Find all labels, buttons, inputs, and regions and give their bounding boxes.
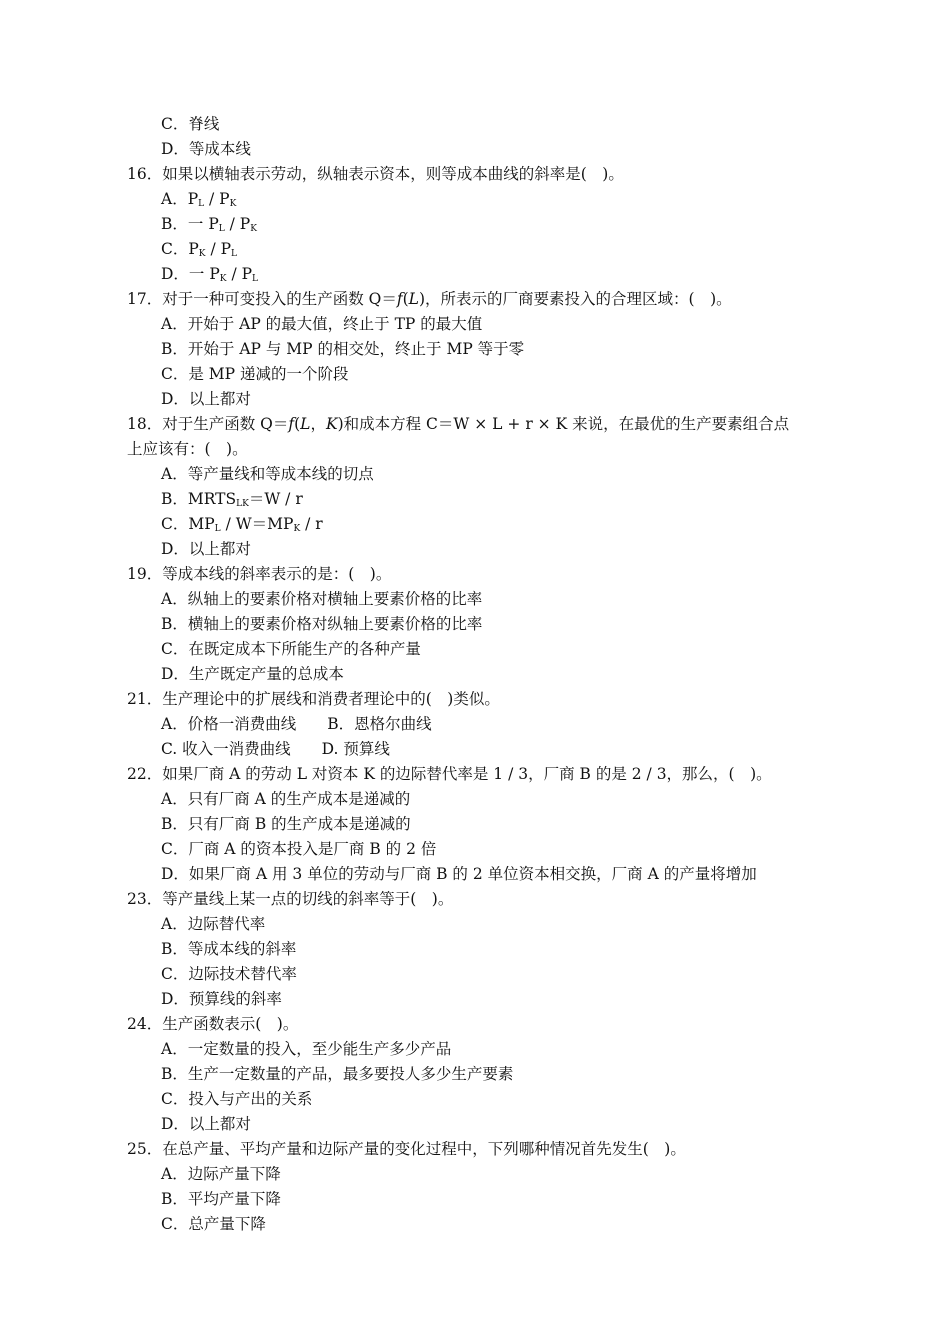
question-17-option-a: A．开始于 AP 的最大值，终止于 TP 的最大值: [161, 315, 483, 333]
question-24-option-c: C．投入与产出的关系: [161, 1090, 313, 1108]
question-18-option-d: D．以上都对: [161, 540, 251, 558]
question-24-option-d: D．以上都对: [161, 1115, 251, 1133]
question-18-option-a: A．等产量线和等成本线的切点: [161, 465, 374, 483]
option-c-prev: C．脊线: [161, 115, 220, 133]
question-16-stem: 16．如果以横轴表示劳动，纵轴表示资本，则等成本曲线的斜率是( )。: [127, 165, 624, 183]
question-22-option-d: D．如果厂商 A 用 3 单位的劳动与厂商 B 的 2 单位资本相交换，厂商 A 的产量将增加: [161, 865, 757, 883]
question-16-option-c: C．$P_K / P_L$: [161, 240, 238, 259]
question-19-option-c: C．在既定成本下所能生产的各种产量: [161, 640, 421, 658]
question-18-stem: 18．对于生产函数 Q＝f(L，K)和成本方程 C＝W × L + r × K 来说，在最优的生产要素组合点: [127, 415, 790, 433]
question-17-option-b: B．开始于 AP 与 MP 的相交处，终止于 MP 等于零: [161, 340, 525, 358]
question-18-option-c: C．$MP_L / W=MP_K / r$: [161, 515, 323, 534]
question-17-option-d: D．以上都对: [161, 390, 251, 408]
question-21-stem: 21．生产理论中的扩展线和消费者理论中的( )类似。: [127, 690, 500, 708]
question-22-option-a: A．只有厂商 A 的生产成本是递减的: [161, 790, 411, 808]
question-16-option-b: B．一 $P_L / P_K$: [161, 215, 257, 234]
question-22-stem: 22．如果厂商 A 的劳动 L 对资本 K 的边际替代率是 1 / 3，厂商 B 的是 2 / 3，那么，( )。: [127, 765, 772, 783]
question-16-option-a: A．$P_L / P_K$: [161, 190, 237, 209]
question-23-option-a: A．边际替代率: [161, 915, 266, 933]
question-24-stem: 24．生产函数表示( )。: [127, 1015, 299, 1033]
question-23-stem: 23．等产量线上某一点的切线的斜率等于( )。: [127, 890, 454, 908]
question-19-stem: 19．等成本线的斜率表示的是：( )。: [127, 565, 392, 583]
question-23-option-b: B．等成本线的斜率: [161, 940, 297, 958]
question-19-option-a: A．纵轴上的要素价格对横轴上要素价格的比率: [161, 590, 483, 608]
question-24-option-b: B．生产一定数量的产品，最多要投人多少生产要素: [161, 1065, 514, 1083]
question-25-option-a: A．边际产量下降: [161, 1165, 281, 1183]
question-25-option-b: B．平均产量下降: [161, 1190, 281, 1208]
question-21-options-ab: A．价格一消费曲线 B．恩格尔曲线: [161, 715, 432, 733]
question-23-option-d: D．预算线的斜率: [161, 990, 282, 1008]
question-17-option-c: C．是 MP 递减的一个阶段: [161, 365, 349, 383]
question-23-option-c: C．边际技术替代率: [161, 965, 297, 983]
question-21-options-cd: C. 收入一消费曲线 D. 预算线: [161, 740, 390, 758]
question-19-option-b: B．横轴上的要素价格对纵轴上要素价格的比率: [161, 615, 483, 633]
question-16-option-d: D．一 $P_K / P_L$: [161, 265, 259, 284]
question-19-option-d: D．生产既定产量的总成本: [161, 665, 344, 683]
question-25-option-c: C．总产量下降: [161, 1215, 266, 1233]
question-25-stem: 25．在总产量、平均产量和边际产量的变化过程中，下列哪种情况首先发生( )。: [127, 1140, 686, 1158]
question-18-option-b: B．$MRTS_{LK}=W / r$: [161, 490, 303, 509]
question-22-option-c: C．厂商 A 的资本投入是厂商 B 的 2 倍: [161, 840, 437, 858]
question-18-stem-continued: 上应该有：( )。: [127, 440, 248, 458]
question-22-option-b: B．只有厂商 B 的生产成本是递减的: [161, 815, 411, 833]
question-24-option-a: A．一定数量的投入，至少能生产多少产品: [161, 1040, 452, 1058]
question-17-stem: 17．对于一种可变投入的生产函数 Q＝f(L)，所表示的厂商要素投入的合理区域：( )。: [127, 290, 732, 308]
option-d-prev: D．等成本线: [161, 140, 251, 158]
